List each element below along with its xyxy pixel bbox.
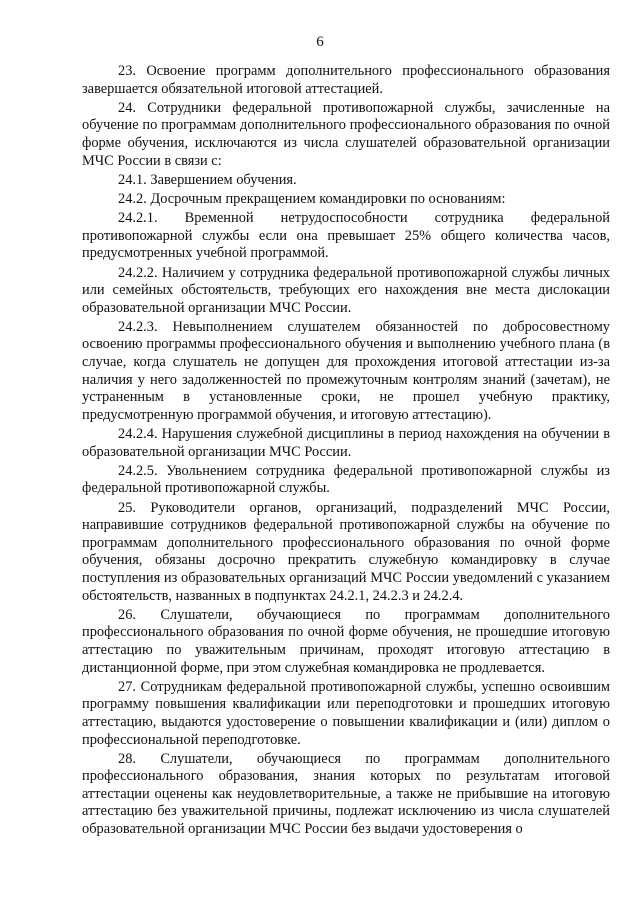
paragraph-24-2-3: 24.2.3. Невыполнением слушателем обязанностей по добросовестному освоению программы профессионального обучения и выполнению учебного плана (в случае, когда слушатель не допущен для прохождения итоговой аттестации из-за наличия у него задолженностей по промежуточным контролям знаний (зачетам), не устраненным в установленные сроки, не прошел учебную практику, предусмотренную программой обучения, и итоговую аттестацию). bbox=[82, 318, 610, 423]
paragraph-24-2-4: 24.2.4. Нарушения служебной дисциплины в период нахождения на обучении в образовательной организации МЧС России. bbox=[82, 426, 610, 460]
paragraph-27: 27. Сотрудникам федеральной противопожарной службы, успешно освоившим программу повышения квалификации или переподготовки и прошедших итоговую аттестацию, выдаются удостоверение о повышении квалификации и (или) диплом о профессиональной переподготовке. bbox=[82, 678, 610, 748]
paragraph-24-2-2: 24.2.2. Наличием у сотрудника федеральной противопожарной службы личных или семейных обстоятельств, требующих его нахождения вне места дислокации образовательной организации МЧС России. bbox=[82, 264, 610, 316]
paragraph-24-1: 24.1. Завершением обучения. bbox=[118, 171, 297, 188]
paragraph-25: 25. Руководители органов, организаций, подразделений МЧС России, направившие сотрудников федеральной противопожарной службы на обучение по программам дополнительного профессионального образования по очной форме обучения, обязаны досрочно прекратить служебную командировку в случае поступления из образовательных организаций МЧС России уведомлений с указанием обстоятельств, названных в подпунктах 24.2.1, 24.2.3 и 24.2.4. bbox=[82, 499, 610, 604]
document-body bbox=[82, 63, 610, 840]
page-number: 6 bbox=[316, 34, 324, 50]
paragraph-24-2-1: 24.2.1. Временной нетрудоспособности сотрудника федеральной противопожарной службы если она превышает 25% общего количества часов, предусмотренных учебной программой. bbox=[82, 210, 610, 262]
paragraph-28: 28. Слушатели, обучающиеся по программам дополнительного профессионального образования, знания которых по результатам итоговой аттестации оценены как неудовлетворительные, а также не прибывшие на итоговую аттестацию без уважительной причины, подлежат исключению из числа слушателей образовательной организации МЧС России без выдачи удостоверения о bbox=[82, 750, 610, 838]
paragraph-23: 23. Освоение программ дополнительного профессионального образования завершается обязательной итоговой аттестацией. bbox=[82, 63, 610, 97]
paragraph-24-2: 24.2. Досрочным прекращением командировки по основаниям: bbox=[118, 190, 506, 207]
paragraph-24-2-5: 24.2.5. Увольнением сотрудника федеральной противопожарной службы из федеральной противопожарной службы. bbox=[82, 462, 610, 497]
paragraph-24: 24. Сотрудники федеральной противопожарной службы, зачисленные на обучение по программам дополнительного профессионального образования по очной форме обучения, исключаются из числа слушателей образовательной организации МЧС России в связи с: bbox=[82, 99, 610, 169]
paragraph-26: 26. Слушатели, обучающиеся по программам дополнительного профессионального образования по очной форме обучения, не прошедшие итоговую аттестацию по уважительным причинам, проходят итоговую аттестацию в дистанционной форме, при этом служебная командировка не продлевается. bbox=[82, 606, 610, 676]
